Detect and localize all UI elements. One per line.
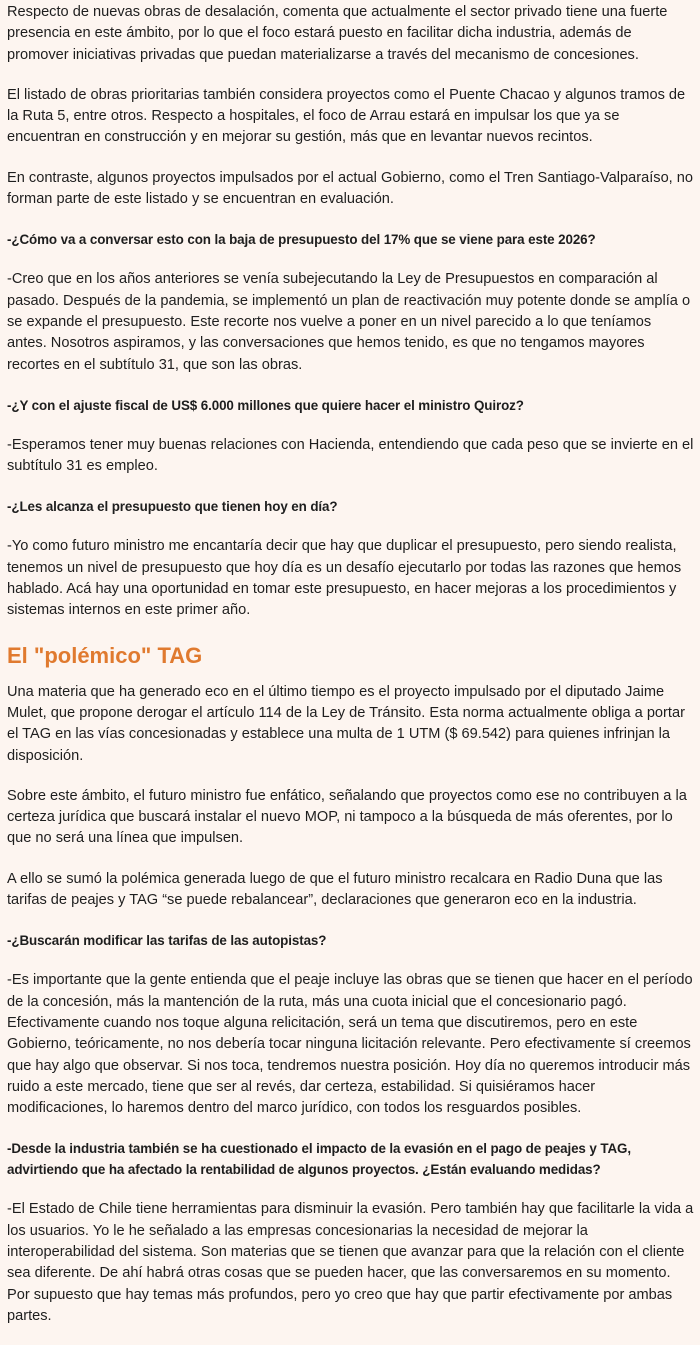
answer-evasion: -El Estado de Chile tiene herramientas para disminuir la evasión. Pero también hay que facilitarle la vida a los usuarios. Yo le he señalado a las empresas concesionarias la necesidad de mejorar la interoperabilidad del sistema. Son materias que se tienen que avanzar para que la relación con el cliente sea diferente. De ahí habrá otras cosas que se pueden hacer, que las conversaremos en su momento. Por supuesto que hay temas más profundos, pero yo creo que hay que partir efectivamente por ambas partes. bbox=[7, 1201, 694, 1324]
paragraph-minister-emphatic: Sobre este ámbito, el futuro ministro fue enfático, señalando que proyectos como ese no contribuyen a la certeza jurídica que buscará instalar el nuevo MOP, ni tampoco a la búsqueda de más oferentes, por lo que no será una línea que impulsen. bbox=[7, 787, 687, 847]
paragraph-mulet-project: Una materia que ha generado eco en el último tiempo es el proyecto impulsado por el diputado Jaime Mulet, que propone derogar el artículo 114 de la Ley de Tránsito. Esta norma actualmente obliga a portar el TAG en las vías concesionadas y establece una multa de 1 UTM ($ 69.542) para quienes infrinjan la disposición. bbox=[7, 683, 685, 764]
paragraph-priority-works: El listado de obras prioritarias también considera proyectos como el Puente Chacao y algunos tramos de la Ruta 5, entre otros. Respecto a hospitales, el foco de Arrau estará en impulsar los que ya se encuentran en construcción y en mejorar su gestión, más que en levantar nuevos recintos. bbox=[7, 86, 686, 146]
answer-budget-cut: -Creo que en los años anteriores se venía subejecutando la Ley de Presupuestos en comparación al pasado. Después de la pandemia, se implementó un plan de reactivación muy potente donde se amplía o se expande el presupuesto. Este recorte nos vuelve a poner en un nivel parecido a lo que teníamos antes. Nosotros aspiramos, y las conversaciones que hemos tenido, es que no tengamos mayores recortes en el subtítulo 31, que son las obras. bbox=[7, 271, 691, 373]
question-budget-cut: -¿Cómo va a conversar esto con la baja de presupuesto del 17% que se viene para este 2026? bbox=[7, 232, 596, 248]
paragraph-radio-duna: A ello se sumó la polémica generada luego de que el futuro ministro recalcara en Radio Duna que las tarifas de peajes y TAG “se puede rebalancear”, declaraciones que generaron eco en la industria. bbox=[7, 870, 663, 909]
answer-budget-enough: -Yo como futuro ministro me encantaría decir que hay que duplicar el presupuesto, pero siendo realista, tenemos un nivel de presupuesto que hoy día es un desafío ejecutarlo por todas las razones que hemos hablado. Acá hay una oportunidad en tomar este presupuesto, en hacer mejoras a los procedimientos y sistemas internos en este primer año. bbox=[7, 538, 682, 619]
paragraph-train-project: En contraste, algunos proyectos impulsados por el actual Gobierno, como el Tren Santiago-Valparaíso, no forman parte de este listado y se encuentran en evaluación. bbox=[7, 169, 694, 208]
question-budget-enough: -¿Les alcanza el presupuesto que tienen hoy en día? bbox=[7, 499, 338, 515]
answer-fiscal-adjustment: -Esperamos tener muy buenas relaciones con Hacienda, entendiendo que cada peso que se invierte en el subtítulo 31 es empleo. bbox=[7, 436, 694, 475]
answer-tariffs: -Es importante que la gente entienda que el peaje incluye las obras que se tienen que hacer en el período de la concesión, más la mantención de la ruta, más una cuota inicial que el concesionario pagó. Efectivamente cuando nos toque alguna relicitación, será un tema que discutiremos, pero en este Gobierno, teóricamente, no nos debería tocar ninguna licitación relevante. Pero efectivamente sí creemos que hay algo que observar. Si nos toca, tendremos nuestra posición. Hoy día no queremos introducir más ruido a este mercado, tiene que ser al revés, dar certeza, estabilidad. Si quisiéramos hacer modificaciones, lo haremos dentro del marco jurídico, con todos los resguardos posibles. bbox=[7, 972, 693, 1117]
section-heading-tag: El "polémico" TAG bbox=[7, 642, 203, 668]
question-evasion: -Desde la industria también se ha cuestionado el impacto de la evasión en el pago de peajes y TAG, advirtiendo que ha afectado la rentabilidad de algunos proyectos. ¿Están evaluando medidas? bbox=[7, 1141, 631, 1178]
question-fiscal-adjustment: -¿Y con el ajuste fiscal de US$ 6.000 millones que quiere hacer el ministro Quiroz? bbox=[7, 397, 524, 413]
paragraph-desalination: Respecto de nuevas obras de desalación, comenta que actualmente el sector privado tiene una fuerte presencia en este ámbito, por lo que el foco estará puesto en facilitar dicha industria, además de promover iniciativas privadas que puedan materializarse a través del mecanismo de concesiones. bbox=[7, 4, 668, 63]
question-tariffs: -¿Buscarán modificar las tarifas de las autopistas? bbox=[7, 933, 327, 949]
